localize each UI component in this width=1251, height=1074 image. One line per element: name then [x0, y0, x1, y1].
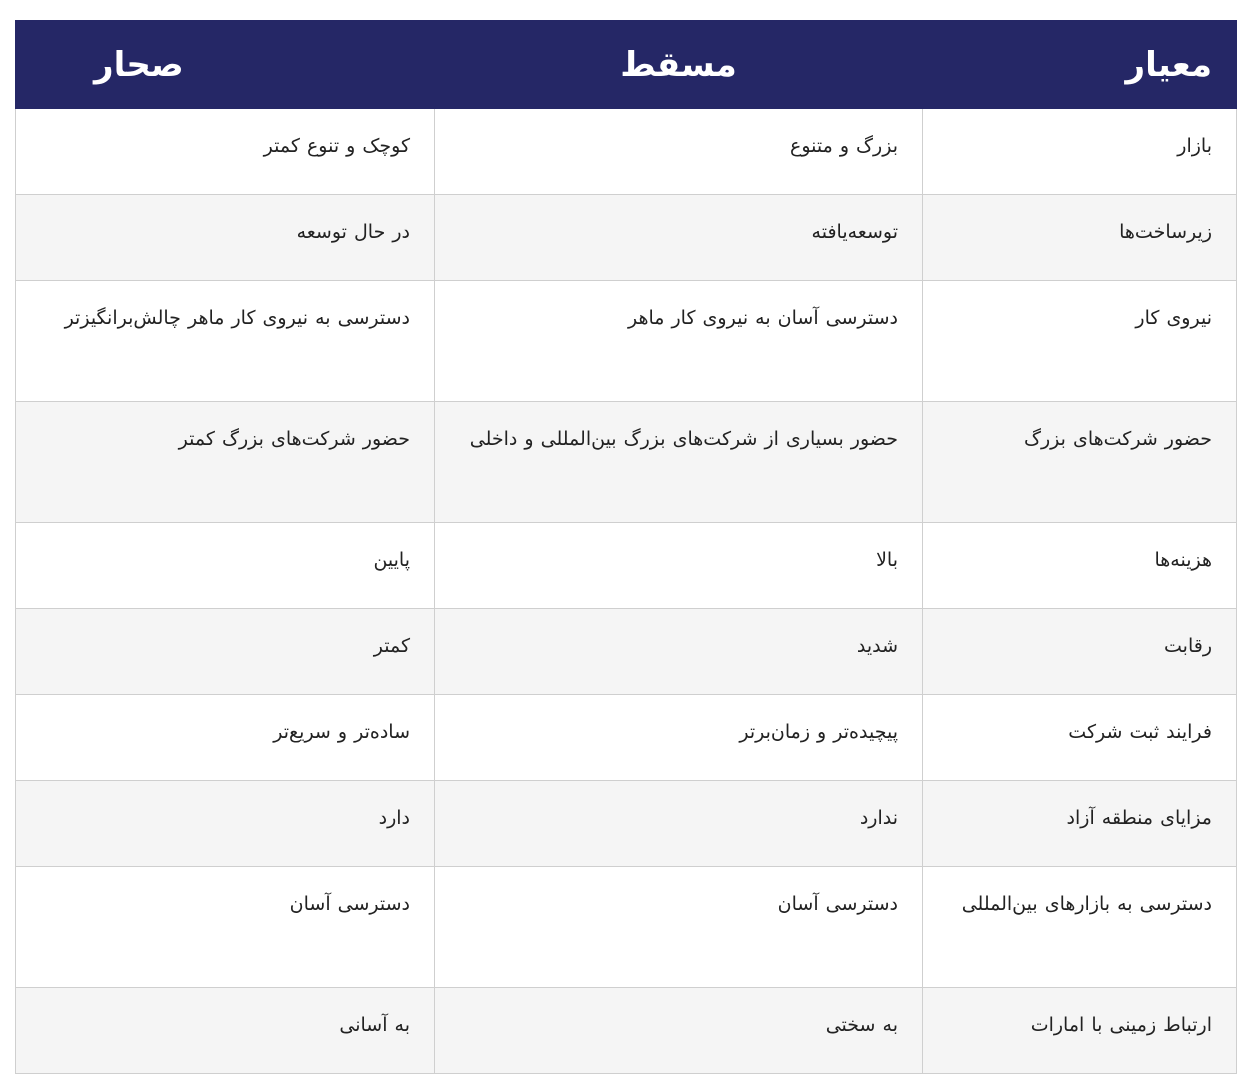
header-muscat: مسقط [435, 21, 923, 109]
cell-sohar: دسترسی آسان [16, 867, 435, 988]
cell-sohar: در حال توسعه [16, 195, 435, 281]
table-row [16, 609, 1237, 695]
cell-criteria: رقابت [923, 609, 1237, 695]
header-sohar: صحار [16, 21, 435, 109]
cell-muscat: دسترسی آسان به نیروی کار ماهر [435, 281, 923, 402]
cell-sohar: دسترسی به نیروی کار ماهر چالش‌برانگیزتر [16, 281, 435, 402]
table-row [16, 988, 1237, 1074]
cell-muscat: حضور بسیاری از شرکت‌های بزرگ بین‌المللی و داخلی [435, 402, 923, 523]
cell-criteria: دسترسی به بازارهای بین‌المللی [923, 867, 1237, 988]
cell-muscat: پیچیده‌تر و زمان‌برتر [435, 695, 923, 781]
cell-criteria: حضور شرکت‌های بزرگ [923, 402, 1237, 523]
cell-criteria: مزایای منطقه آزاد [923, 781, 1237, 867]
table-body [16, 109, 1237, 1074]
cell-criteria: هزینه‌ها [923, 523, 1237, 609]
header-row [16, 21, 1237, 109]
cell-criteria: بازار [923, 109, 1237, 195]
cell-sohar: به آسانی [16, 988, 435, 1074]
table-row [16, 402, 1237, 523]
table-row [16, 523, 1237, 609]
cell-muscat: توسعه‌یافته [435, 195, 923, 281]
table-row [16, 109, 1237, 195]
cell-sohar: پایین [16, 523, 435, 609]
cell-sohar: ساده‌تر و سریع‌تر [16, 695, 435, 781]
table-row [16, 695, 1237, 781]
table-row [16, 281, 1237, 402]
cell-muscat: ندارد [435, 781, 923, 867]
comparison-table [15, 20, 1237, 1074]
cell-muscat: بالا [435, 523, 923, 609]
comparison-table-container [15, 20, 1236, 1074]
cell-criteria: زیرساخت‌ها [923, 195, 1237, 281]
cell-sohar: حضور شرکت‌های بزرگ کمتر [16, 402, 435, 523]
table-row [16, 781, 1237, 867]
cell-criteria: ارتباط زمینی با امارات [923, 988, 1237, 1074]
cell-muscat: بزرگ و متنوع [435, 109, 923, 195]
cell-criteria: فرایند ثبت شرکت [923, 695, 1237, 781]
table-row [16, 195, 1237, 281]
table-header [16, 21, 1237, 109]
cell-muscat: به سختی [435, 988, 923, 1074]
header-criteria: معیار [923, 21, 1237, 109]
cell-sohar: دارد [16, 781, 435, 867]
cell-criteria: نیروی کار [923, 281, 1237, 402]
cell-sohar: کوچک و تنوع کمتر [16, 109, 435, 195]
table-row [16, 867, 1237, 988]
cell-sohar: کمتر [16, 609, 435, 695]
cell-muscat: شدید [435, 609, 923, 695]
cell-muscat: دسترسی آسان [435, 867, 923, 988]
